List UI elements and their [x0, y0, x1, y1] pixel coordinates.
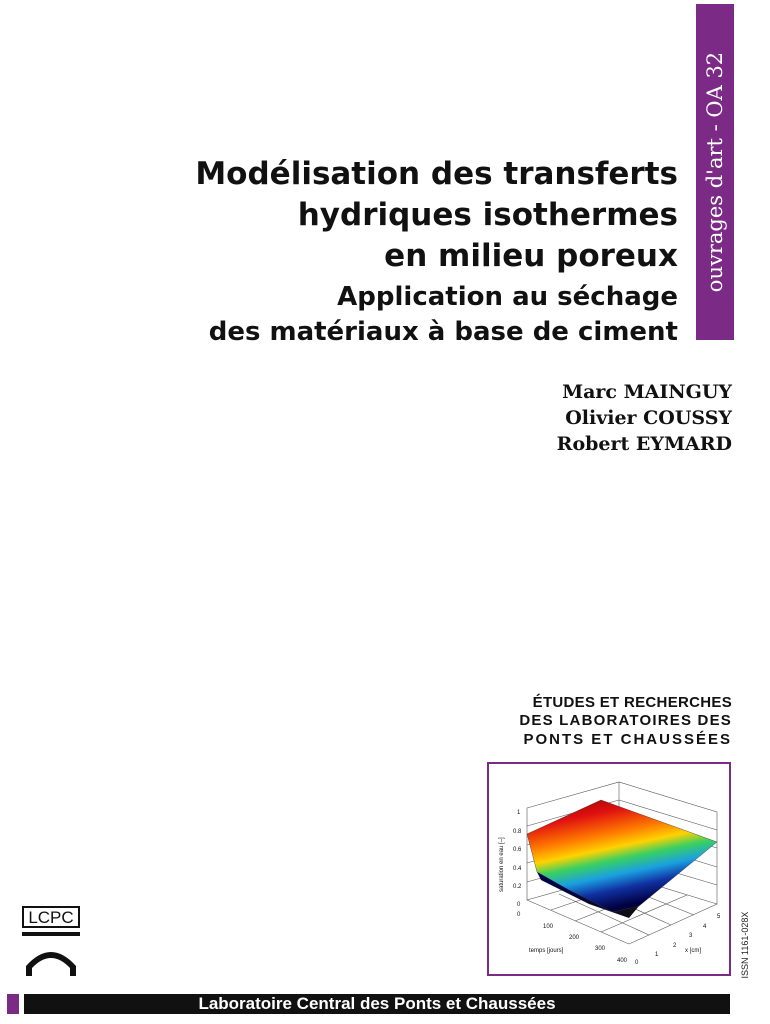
t-tick: 200 [569, 935, 580, 941]
collection-line-2: DES LABORATOIRES DES [519, 712, 732, 729]
z-tick: 1 [517, 810, 521, 816]
lab-name: Laboratoire Central des Ponts et Chaussées [198, 994, 556, 1013]
z-tick: 0.4 [513, 866, 522, 872]
z-tick: 0.6 [513, 847, 522, 853]
x-tick: 2 [673, 943, 677, 949]
z-tick: 0 [517, 902, 521, 908]
title-line-3: en milieu poreux [384, 238, 678, 274]
bridge-arch-icon [22, 930, 82, 978]
x-tick: 1 [655, 952, 659, 958]
collection-line-1: ÉTUDES ET RECHERCHES [532, 694, 732, 711]
t-tick: 100 [543, 924, 554, 930]
accent-square [7, 994, 19, 1014]
z-axis [499, 810, 522, 908]
z-tick: 0.2 [513, 884, 522, 890]
issn-block [730, 900, 760, 990]
author-2: Olivier COUSSY [565, 407, 732, 429]
x-tick: 5 [717, 914, 721, 920]
title-line-2: hydriques isothermes [297, 197, 678, 233]
z-axis-label: saturation en eau [–] [499, 837, 505, 892]
surface-plot [489, 764, 729, 974]
subtitle-line-2: des matériaux à base de ciment [208, 317, 678, 347]
title-line-1: Modélisation des transferts [195, 156, 678, 192]
collection-line-3: PONTS ET CHAUSSÉES [523, 731, 732, 748]
issn-number: ISSN 1161-028X [740, 911, 750, 979]
t-tick: 300 [595, 946, 606, 952]
series-label: ouvrages d'art - OA 32 [703, 51, 727, 293]
author-1: Marc MAINGUY [562, 381, 732, 403]
lcpc-logo [22, 906, 82, 978]
x-tick: 4 [703, 924, 707, 930]
x-tick: 0 [635, 960, 639, 966]
x-axis-label: x [cm] [685, 948, 701, 954]
t-tick: 0 [517, 912, 521, 918]
footer-band [24, 994, 730, 1014]
lcpc-logo-text: LCPC [22, 906, 80, 928]
series-band [696, 4, 734, 340]
author-3: Robert EYMARD [556, 433, 732, 455]
cover-figure [487, 762, 731, 976]
subtitle-line-1: Application au séchage [337, 282, 678, 312]
z-tick: 0.8 [513, 829, 522, 835]
t-axis-label: temps [jours] [529, 948, 564, 954]
t-tick: 400 [617, 958, 628, 964]
x-tick: 3 [689, 933, 693, 939]
